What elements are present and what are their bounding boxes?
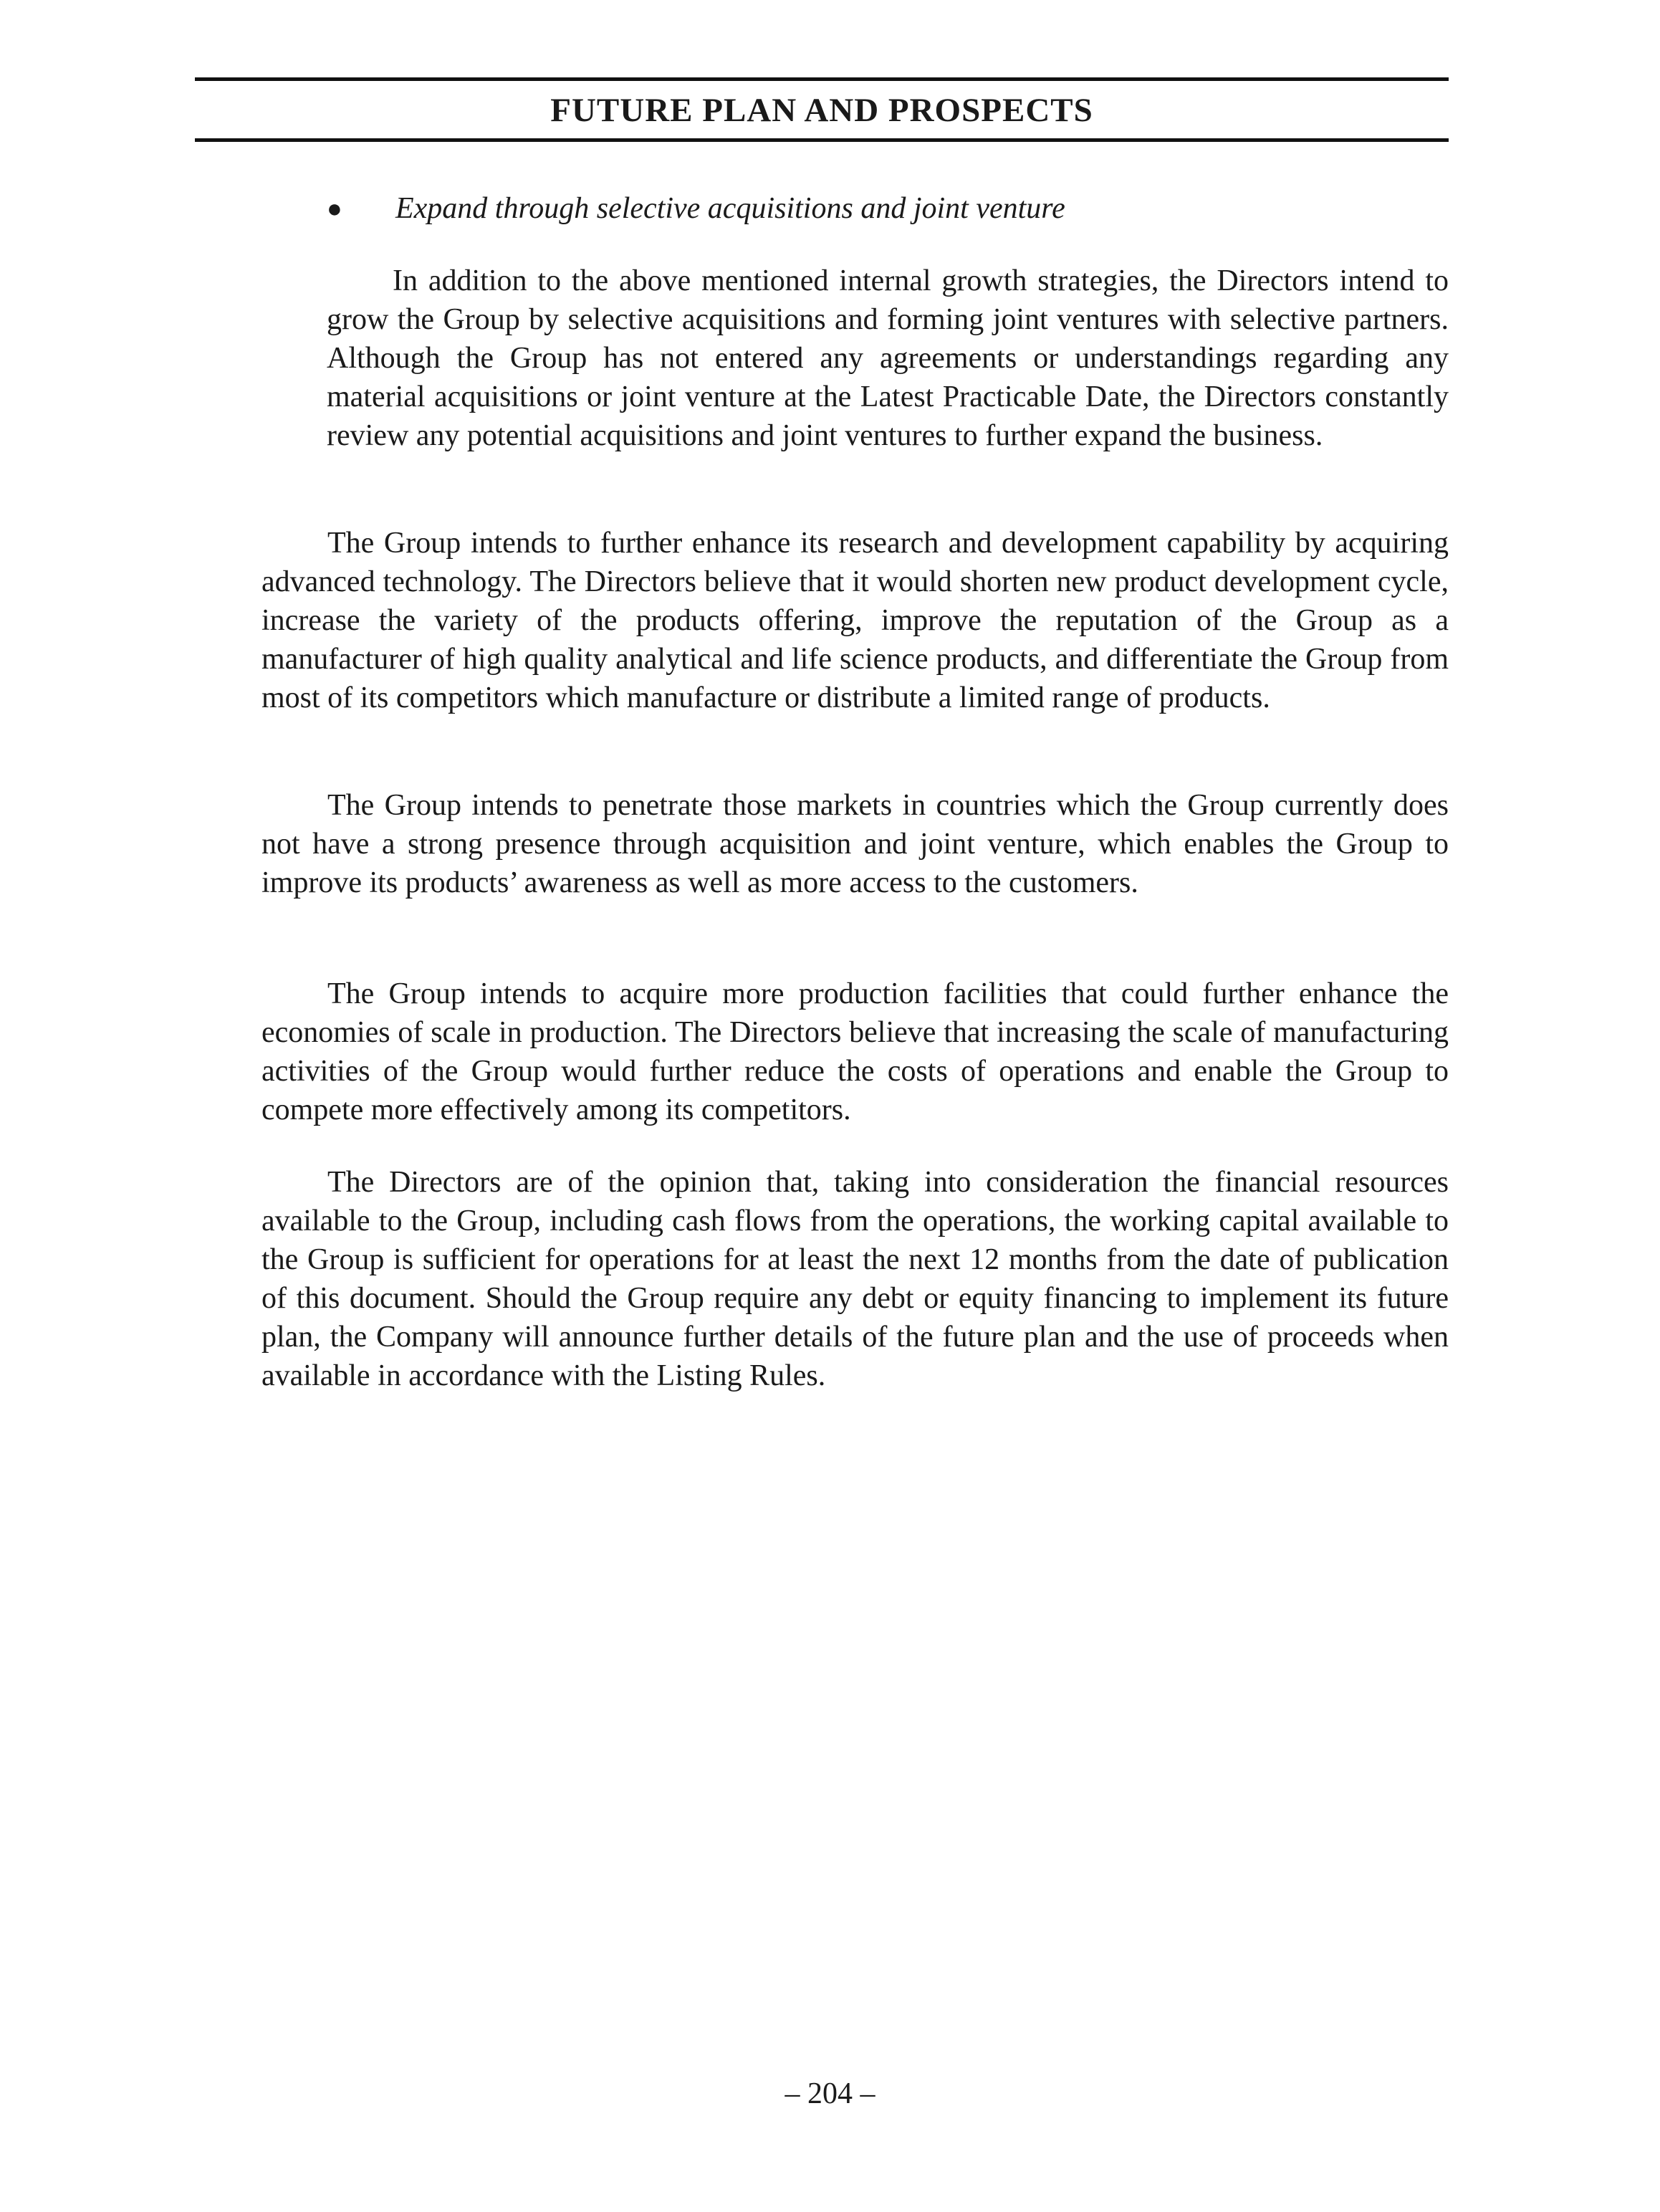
body-paragraph-markets: The Group intends to penetrate those markets in countries which the Group currently does not have a strong presence through acquisition and joint venture, which enables the Group to improve its products’ awareness as well as more access to the customers. [262, 789, 1449, 899]
page-number: – 204 – [785, 2077, 875, 2110]
bullet-heading-line [327, 189, 1449, 228]
body-paragraph-working-capital: The Directors are of the opinion that, taking into consideration the financial resources available to the Group, including cash flows from the operations, the working capital available to the Group is sufficient for operations for at least the next 12 months from the date of publication of this document. Should the Group require any debt or equity financing to implement its future plan, the Company will announce further details of the future plan and the use of proceeds when available in accordance with the Listing Rules. [262, 1166, 1449, 1392]
header-bottom-rule [195, 138, 1449, 142]
bullet-heading: Expand through selective acquisitions and joint venture [395, 192, 1065, 225]
bullet-icon: ● [327, 194, 342, 223]
header-top-rule [195, 77, 1449, 81]
bullet-paragraph: In addition to the above mentioned internal growth strategies, the Directors intend to grow the Group by selective acquisitions and forming joint ventures with selective partners. Although the Group has not entered any agreements or understandings regarding any material acquisitions or joint venture at the Latest Practicable Date, the Directors constantly review any potential acquisitions and joint ventures to further expand the business. [327, 264, 1449, 452]
body-paragraph-production: The Group intends to acquire more production facilities that could further enhance the economies of scale in production. The Directors believe that increasing the scale of manufacturing activities of the Group would further reduce the costs of operations and enable the Group to compete more effectively among its competitors. [262, 977, 1449, 1126]
body-paragraph-research: The Group intends to further enhance its research and development capability by acquiring advanced technology. The Directors believe that it would shorten new product development cycle, increase the variety of the products offering, improve the reputation of the Group as a manufacturer of high quality analytical and life science products, and differentiate the Group from most of its competitors which manufacture or distribute a limited range of products. [262, 527, 1449, 714]
page-title: FUTURE PLAN AND PROSPECTS [550, 92, 1093, 129]
